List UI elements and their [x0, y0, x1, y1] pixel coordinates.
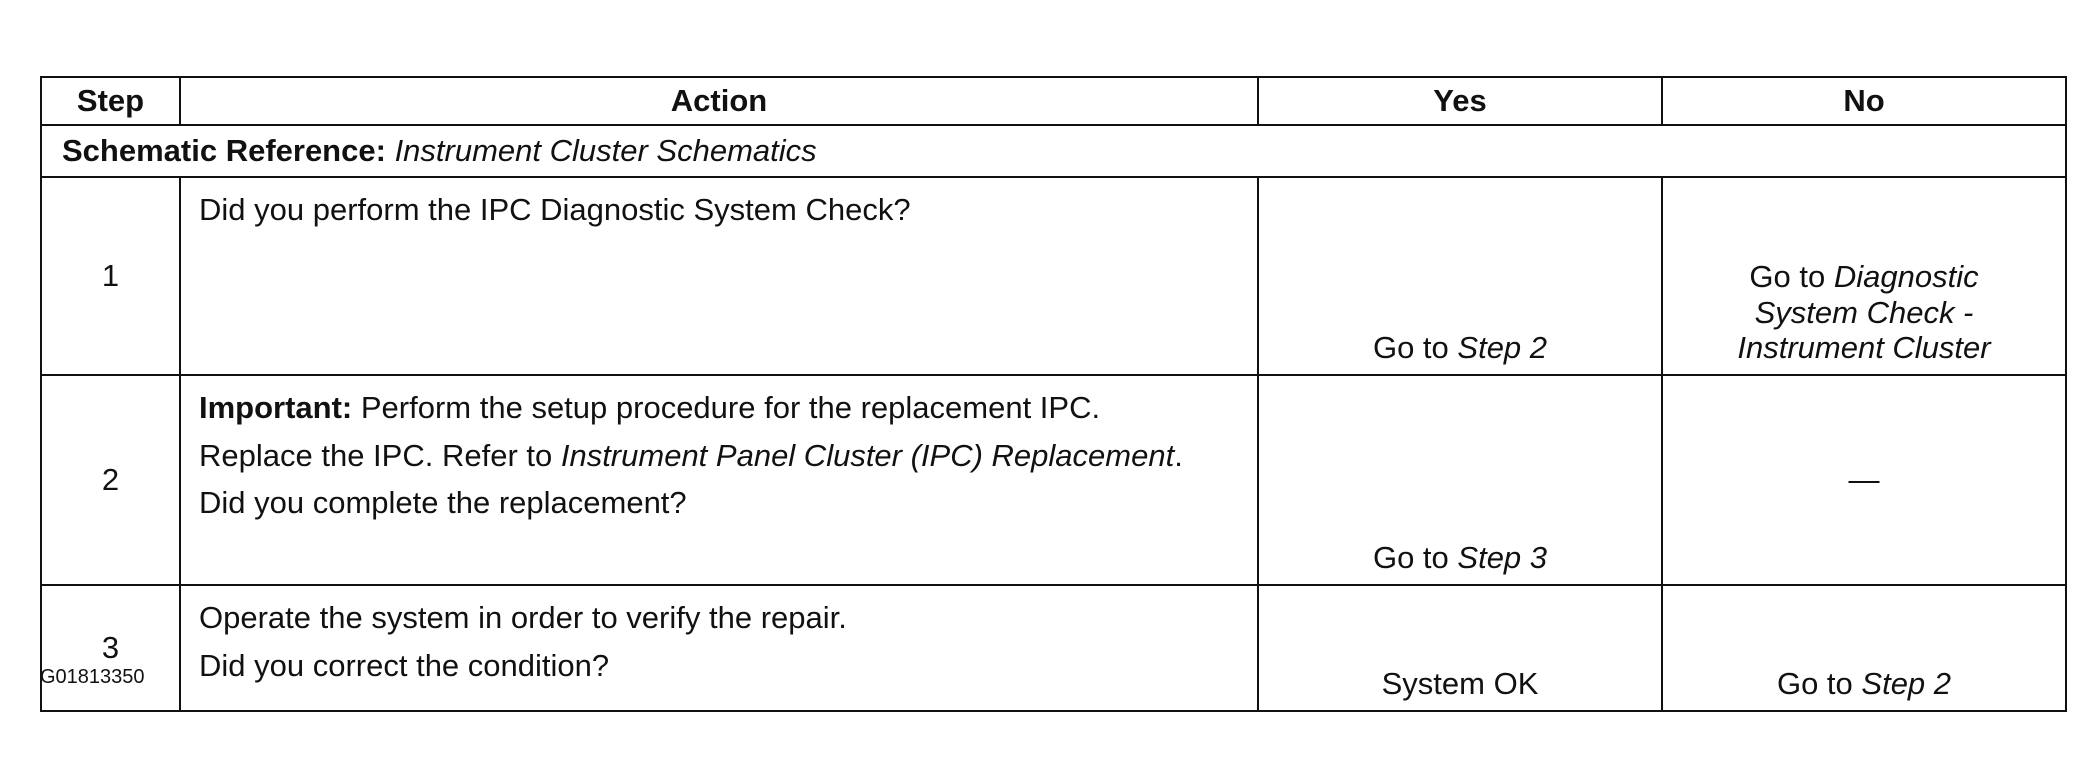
no-link-line3[interactable]: Instrument Cluster [1737, 330, 1991, 366]
header-action: Action [180, 77, 1258, 125]
important-text: Perform the setup procedure for the replacement IPC. [352, 390, 1101, 425]
no-step-link[interactable]: Step 2 [1861, 666, 1952, 702]
yes-step-link[interactable]: Step 2 [1457, 330, 1548, 366]
important-label: Important: [199, 390, 353, 425]
step-number: 2 [41, 375, 180, 585]
step-number: 1 [41, 177, 180, 375]
important-note [199, 390, 1239, 426]
yes-prefix: Go to [1372, 330, 1458, 366]
replace-instruction [199, 438, 1239, 474]
no-dash: — [1848, 462, 1880, 498]
table-row [41, 585, 2066, 711]
yes-cell [1258, 585, 1662, 711]
no-cell [1662, 585, 2066, 711]
schematic-reference-row [41, 125, 2066, 177]
step-number: 3 [41, 585, 180, 711]
yes-step-link[interactable]: Step 3 [1457, 540, 1548, 576]
yes-prefix: Go to [1372, 540, 1458, 576]
yes-cell [1258, 177, 1662, 375]
replacement-link[interactable]: Instrument Panel Cluster (IPC) Replacement [560, 437, 1175, 473]
no-link-line2[interactable]: System Check - [1754, 294, 1974, 330]
replace-suffix: . [1174, 437, 1183, 473]
action-question: Did you complete the replacement? [199, 485, 687, 521]
action-cell [180, 177, 1258, 375]
no-cell [1662, 177, 2066, 375]
action-question: Did you correct the condition? [199, 647, 610, 683]
action-cell [180, 375, 1258, 585]
table-row [41, 375, 2066, 585]
diagnostic-table [40, 76, 2067, 712]
header-no: No [1662, 77, 2066, 125]
yes-cell [1258, 375, 1662, 585]
header-yes: Yes [1258, 77, 1662, 125]
header-step: Step [41, 77, 180, 125]
action-cell [180, 585, 1258, 711]
no-prefix: Go to [1776, 666, 1862, 702]
schematic-reference-label: Schematic Reference: [62, 133, 386, 169]
no-cell [1662, 375, 2066, 585]
schematic-reference-link[interactable]: Instrument Cluster Schematics [394, 133, 817, 169]
no-link-line1[interactable]: Diagnostic [1833, 259, 1979, 295]
figure-id: G01813350 [40, 666, 145, 688]
action-question: Did you perform the IPC Diagnostic System Check? [199, 192, 911, 227]
schematic-reference-cell [41, 125, 2066, 177]
table-row [41, 177, 2066, 375]
replace-prefix: Replace the IPC. Refer to [199, 437, 561, 473]
header-row [41, 77, 2066, 125]
yes-result: System OK [1381, 666, 1539, 702]
action-instruction: Operate the system in order to verify the repair. [199, 600, 847, 635]
no-prefix: Go to [1749, 259, 1834, 295]
